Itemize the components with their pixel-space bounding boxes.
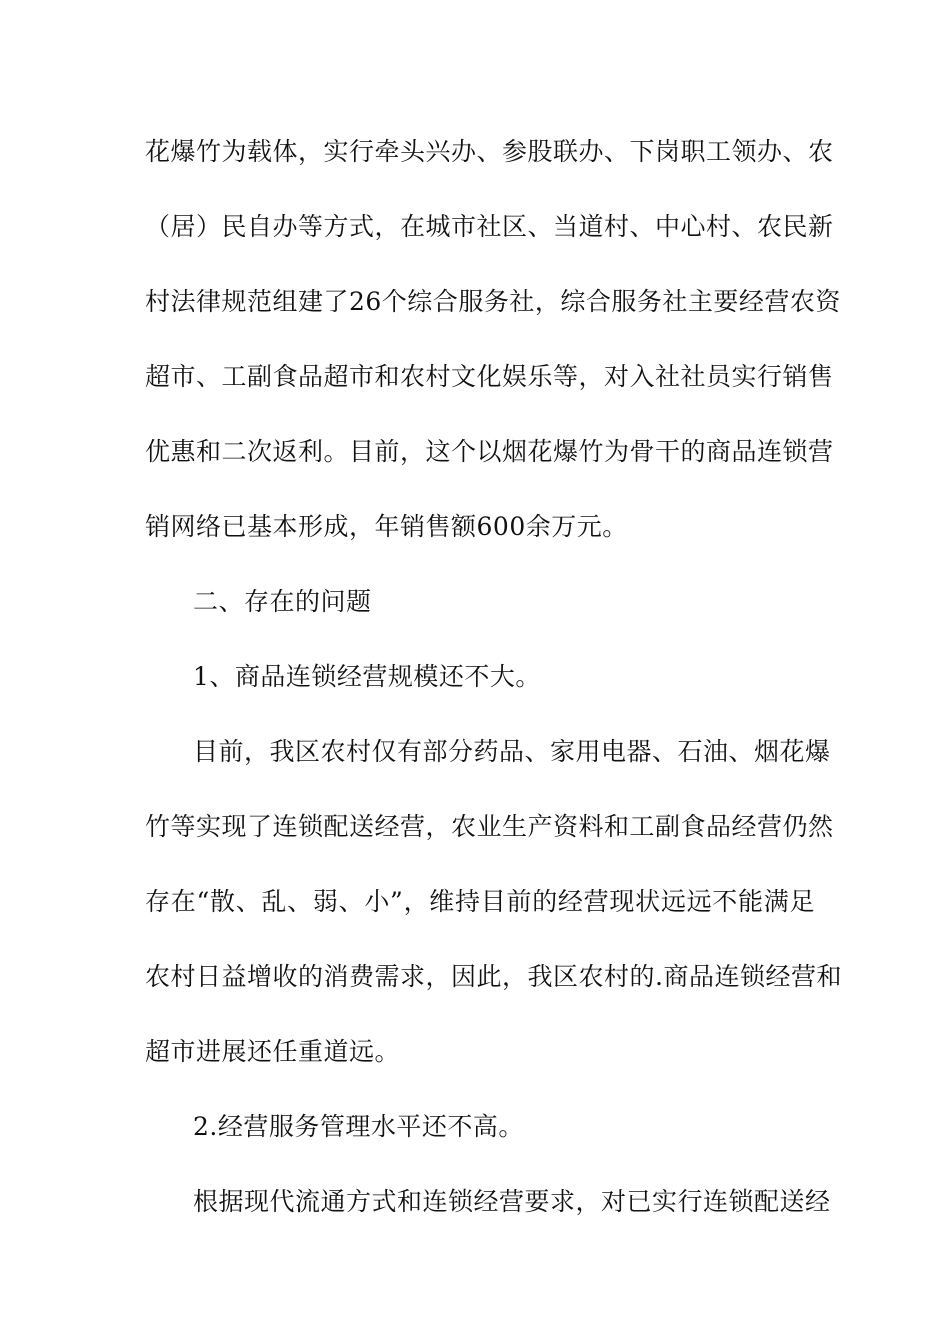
paragraph-line: 花爆竹为载体，实行牵头兴办、参股联办、下岗职工领办、农 [145,137,834,166]
paragraph-line: 目前，我区农村仅有部分药品、家用电器、石油、烟花爆 [193,737,831,766]
paragraph-line: 超市、工副食品超市和农村文化娱乐等，对入社社员实行销售 [145,362,834,391]
paragraph-line: 根据现代流通方式和连锁经营要求，对已实行连锁配送经 [193,1187,831,1216]
paragraph-line: 超市进展还任重道远。 [145,1037,401,1066]
paragraph-line: 竹等实现了连锁配送经营，农业生产资料和工副食品经营仍然 [145,812,834,841]
paragraph-line: 农村日益增收的消费需求，因此，我区农村的.商品连锁经营和 [145,962,842,991]
section-heading: 二、存在的问题 [193,587,372,616]
subsection-heading: 1、商品连锁经营规模还不大。 [193,662,541,691]
paragraph-line: 优惠和二次返利。目前，这个以烟花爆竹为骨干的商品连锁营 [145,437,834,466]
paragraph-line: （居）民自办等方式，在城市社区、当道村、中心村、农民新 [145,212,834,241]
paragraph-line: 销网络已基本形成，年销售额600余万元。 [145,512,628,541]
subsection-heading: 2.经营服务管理水平还不高。 [193,1112,524,1141]
paragraph-line: 存在“散、乱、弱、小”，维持目前的经营现状远远不能满足 [145,887,815,916]
paragraph-line: 村法律规范组建了26个综合服务社，综合服务社主要经营农资 [145,287,841,316]
